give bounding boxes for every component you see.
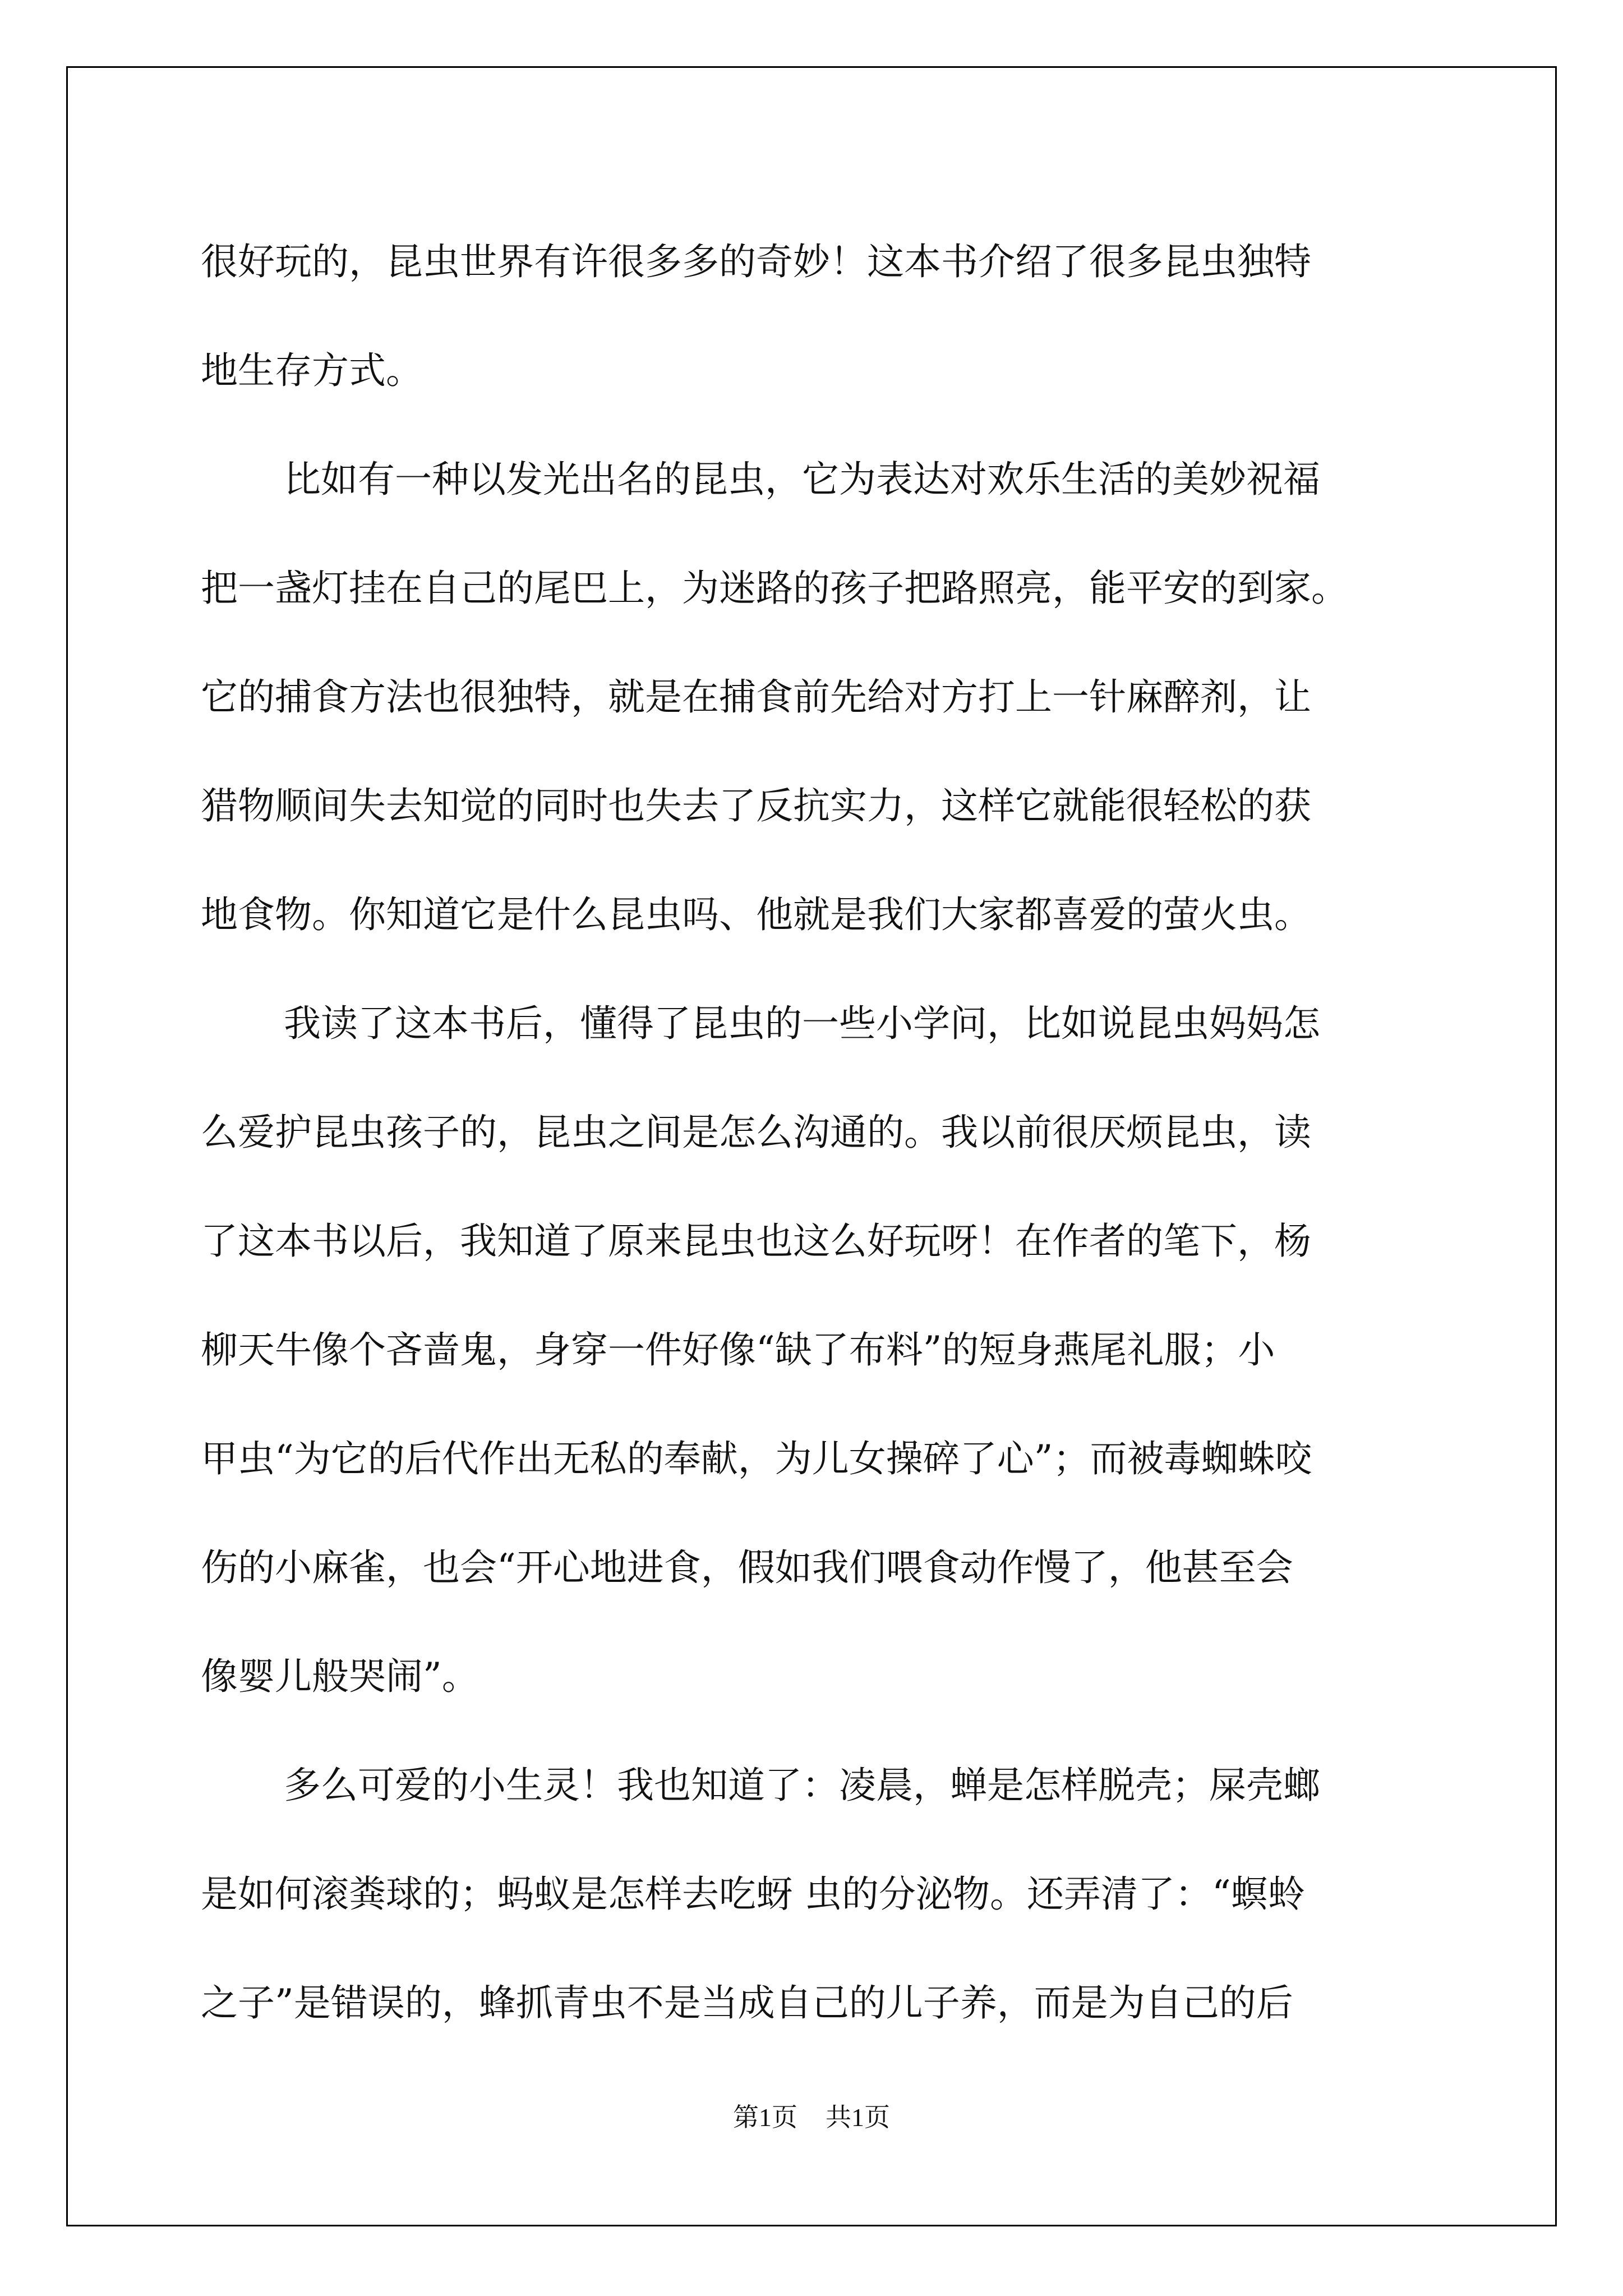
text-line: 是如何滚粪球的；蚂蚁是怎样去吃蚜 虫的分泌物。还弄清了：“螟蛉 bbox=[201, 1872, 1305, 1916]
text-line: 柳天牛像个吝啬鬼，身穿一件好像“缺了布料”的短身燕尾礼服；小 bbox=[201, 1328, 1275, 1372]
text-line: 我读了这本书后，懂得了昆虫的一些小学问，比如说昆虫妈妈怎 bbox=[284, 1002, 1320, 1045]
text-line: 地食物。你知道它是什么昆虫吗、他就是我们大家都喜爱的萤火虫。 bbox=[201, 893, 1311, 936]
page-number-total: 共1页 bbox=[826, 2103, 890, 2132]
text-line: 比如有一种以发光出名的昆虫，它为表达对欢乐生活的美妙祝福 bbox=[284, 458, 1320, 501]
paragraph-1 bbox=[201, 208, 1435, 425]
text-line: 猎物顺间失去知觉的同时也失去了反抗实力，这样它就能很轻松的获 bbox=[201, 784, 1311, 827]
text-line: 之子”是错误的，蜂抓青虫不是当成自己的儿子养，而是为自己的后 bbox=[201, 1981, 1293, 2024]
text-line: 伤的小麻雀，也会“开心地进食，假如我们喂食动作慢了，他甚至会 bbox=[201, 1546, 1293, 1589]
paragraph-4 bbox=[201, 1731, 1435, 2058]
text-line: 像婴儿般哭闹”。 bbox=[201, 1655, 479, 1698]
page-footer bbox=[0, 2097, 1623, 2134]
text-line: 把一盏灯挂在自己的尾巴上，为迷路的孩子把路照亮，能平安的到家。 bbox=[201, 567, 1348, 610]
text-line: 甲虫“为它的后代作出无私的奉献，为儿女操碎了心”；而被毒蜘蛛咬 bbox=[201, 1437, 1312, 1480]
paragraph-3 bbox=[201, 969, 1435, 1731]
text-line: 它的捕食方法也很独特，就是在捕食前先给对方打上一针麻醉剂，让 bbox=[201, 675, 1311, 719]
text-line: 多么可爱的小生灵！我也知道了：凌晨，蝉是怎样脱壳；屎壳螂 bbox=[284, 1764, 1320, 1807]
text-line: 很好玩的，昆虫世界有许很多多的奇妙！这本书介绍了很多昆虫独特 bbox=[201, 240, 1311, 283]
text-line: 地生存方式。 bbox=[201, 349, 423, 392]
page-number-current: 第1页 bbox=[733, 2103, 797, 2132]
document-body bbox=[201, 208, 1435, 2058]
text-line: 了这本书以后，我知道了原来昆虫也这么好玩呀！在作者的笔下，杨 bbox=[201, 1220, 1311, 1263]
paragraph-2 bbox=[201, 425, 1435, 969]
text-line: 么爱护昆虫孩子的，昆虫之间是怎么沟通的。我以前很厌烦昆虫，读 bbox=[201, 1111, 1311, 1154]
